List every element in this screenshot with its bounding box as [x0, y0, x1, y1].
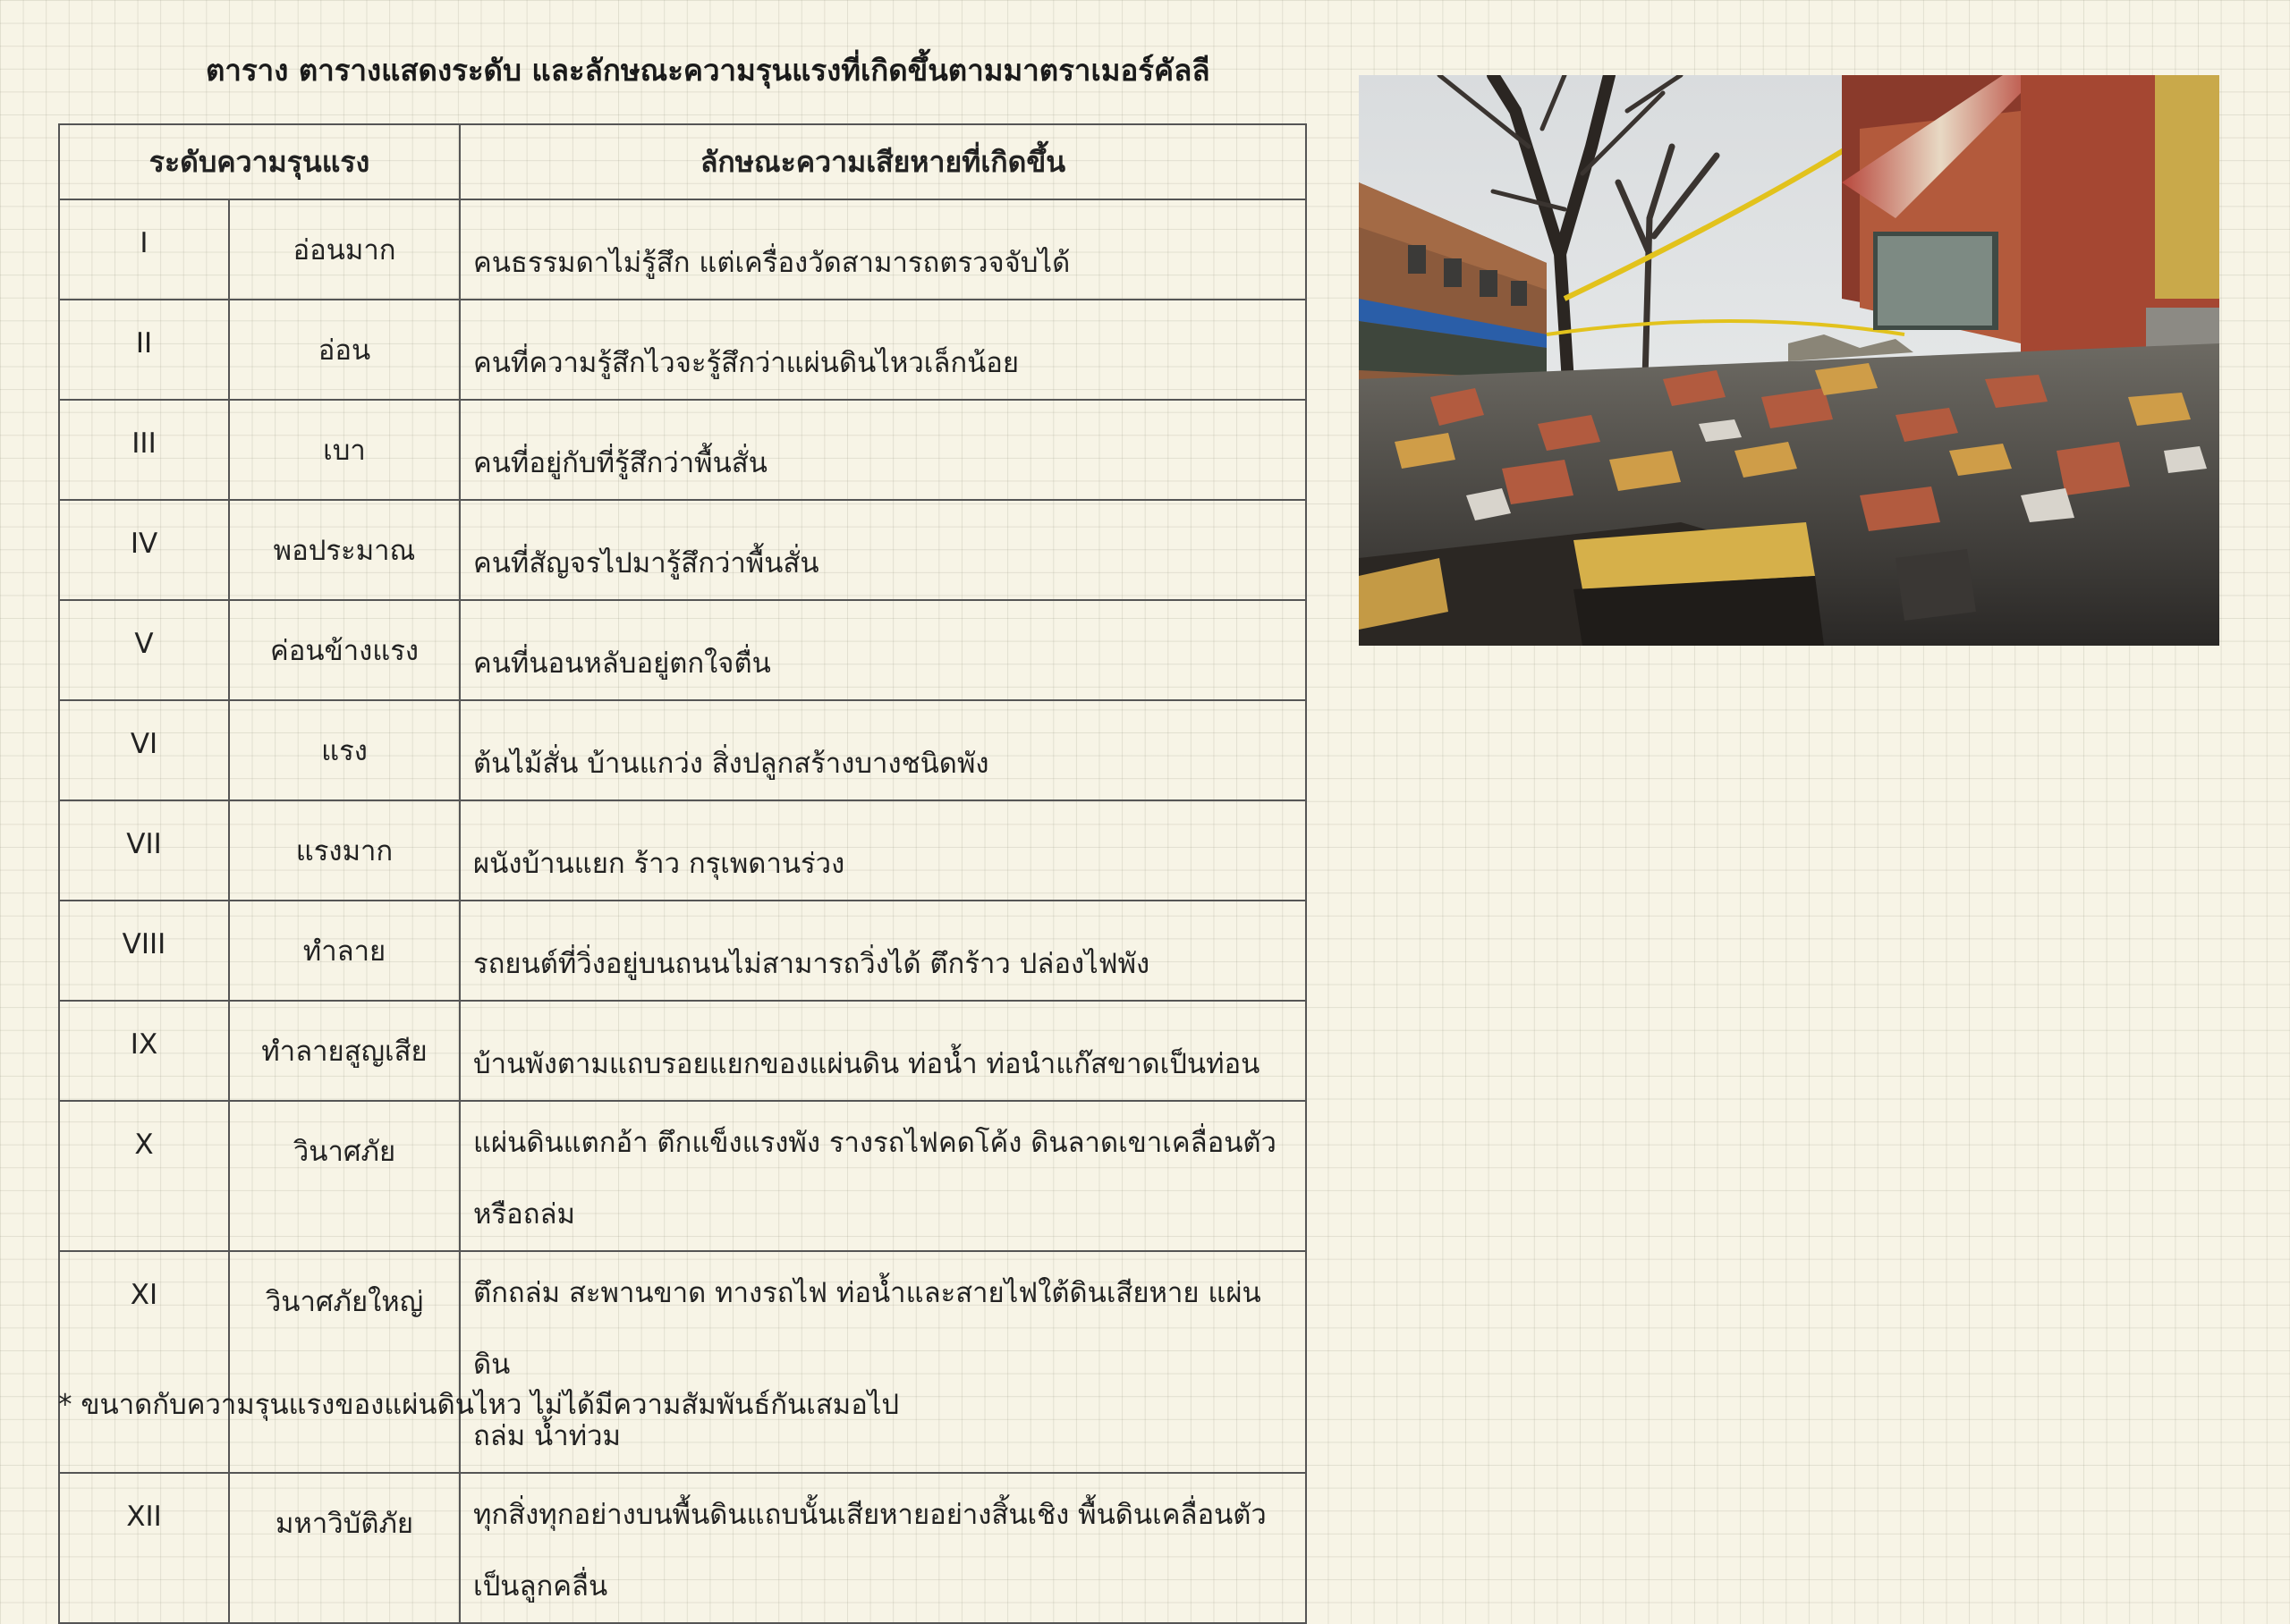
- table-row: [59, 1473, 1306, 1623]
- intensity-name-cell: ทำลายสูญเสีย: [229, 1001, 460, 1101]
- description-cell: [460, 1251, 1306, 1473]
- table-row: [59, 400, 1306, 500]
- description-cell: ผนังบ้านแยก ร้าว กรุเพดานร่วง: [460, 800, 1306, 901]
- description-cell: คนที่นอนหลับอยู่ตกใจตื่น: [460, 600, 1306, 700]
- description-line-1: ตึกถล่ม สะพานขาด ทางรถไฟ ท่อน้ำและสายไฟใต้ดินเสียหาย แผ่นดิน: [473, 1277, 1261, 1381]
- level-cell: XI: [59, 1251, 229, 1473]
- level-cell: XII: [59, 1473, 229, 1623]
- intensity-name-cell: แรงมาก: [229, 800, 460, 901]
- page-title: ตาราง ตารางแสดงระดับ และลักษณะความรุนแรงที่เกิดขึ้นตามมาตราเมอร์คัลลี: [206, 53, 1210, 88]
- description-cell: รถยนต์ที่วิ่งอยู่บนถนนไม่สามารถวิ่งได้ ตึกร้าว ปล่องไฟพัง: [460, 901, 1306, 1001]
- table-row: [59, 700, 1306, 800]
- description-cell: คนธรรมดาไม่รู้สึก แต่เครื่องวัดสามารถตรวจจับได้: [460, 199, 1306, 300]
- table-header-row: [59, 124, 1306, 199]
- intensity-name-cell: อ่อน: [229, 300, 460, 400]
- earthquake-damage-photo: [1359, 75, 2219, 646]
- level-cell: VII: [59, 800, 229, 901]
- description-cell: คนที่สัญจรไปมารู้สึกว่าพื้นสั่น: [460, 500, 1306, 600]
- intensity-name-cell: พอประมาณ: [229, 500, 460, 600]
- intensity-name-cell: ค่อนข้างแรง: [229, 600, 460, 700]
- description-line-1: ทุกสิ่งทุกอย่างบนพื้นดินแถบนั้นเสียหายอย่างสิ้นเชิง พื้นดินเคลื่อนตัว: [473, 1499, 1267, 1531]
- level-cell: II: [59, 300, 229, 400]
- level-cell: VI: [59, 700, 229, 800]
- description-cell: บ้านพังตามแถบรอยแยกของแผ่นดิน ท่อน้ำ ท่อนำแก๊สขาดเป็นท่อน: [460, 1001, 1306, 1101]
- intensity-name-cell: อ่อนมาก: [229, 199, 460, 300]
- table-row: [59, 600, 1306, 700]
- description-cell: [460, 1101, 1306, 1251]
- intensity-name-cell: มหาวิบัติภัย: [229, 1473, 460, 1623]
- intensity-name-cell: วินาศภัย: [229, 1101, 460, 1251]
- table-row: [59, 800, 1306, 901]
- intensity-name-cell: แรง: [229, 700, 460, 800]
- level-cell: IV: [59, 500, 229, 600]
- level-cell: I: [59, 199, 229, 300]
- intensity-name-cell: ทำลาย: [229, 901, 460, 1001]
- level-cell: III: [59, 400, 229, 500]
- header-intensity-level: ระดับความรุนแรง: [59, 124, 460, 199]
- level-cell: X: [59, 1101, 229, 1251]
- table-row: [59, 300, 1306, 400]
- description-cell: คนที่อยู่กับที่รู้สึกว่าพื้นสั่น: [460, 400, 1306, 500]
- header-damage-description: ลักษณะความเสียหายที่เกิดขึ้น: [460, 124, 1306, 199]
- table-row: [59, 1251, 1306, 1473]
- description-line-2: เป็นลูกคลื่น: [473, 1570, 608, 1603]
- description-cell: [460, 1473, 1306, 1623]
- table-row: [59, 1001, 1306, 1101]
- table-row: [59, 199, 1306, 300]
- description-line-1: แผ่นดินแตกอ้า ตึกแข็งแรงพัง รางรถไฟคดโค้ง ดินลาดเขาเคลื่อนตัว: [473, 1127, 1276, 1159]
- table-row: [59, 500, 1306, 600]
- description-line-2: ถล่ม น้ำท่วม: [473, 1420, 621, 1452]
- level-cell: VIII: [59, 901, 229, 1001]
- table-row: [59, 901, 1306, 1001]
- description-cell: ต้นไม้สั่น บ้านแกว่ง สิ่งปลูกสร้างบางชนิดพัง: [460, 700, 1306, 800]
- footnote: * ขนาดกับความรุนแรงของแผ่นดินไหว ไม่ได้มีความสัมพันธ์กันเสมอไป: [58, 1389, 900, 1421]
- intensity-name-cell: เบา: [229, 400, 460, 500]
- table-row: [59, 1101, 1306, 1251]
- intensity-name-cell: วินาศภัยใหญ่: [229, 1251, 460, 1473]
- level-cell: IX: [59, 1001, 229, 1101]
- level-cell: V: [59, 600, 229, 700]
- description-cell: คนที่ความรู้สึกไวจะรู้สึกว่าแผ่นดินไหวเล็กน้อย: [460, 300, 1306, 400]
- description-line-2: หรือถล่ม: [473, 1198, 575, 1231]
